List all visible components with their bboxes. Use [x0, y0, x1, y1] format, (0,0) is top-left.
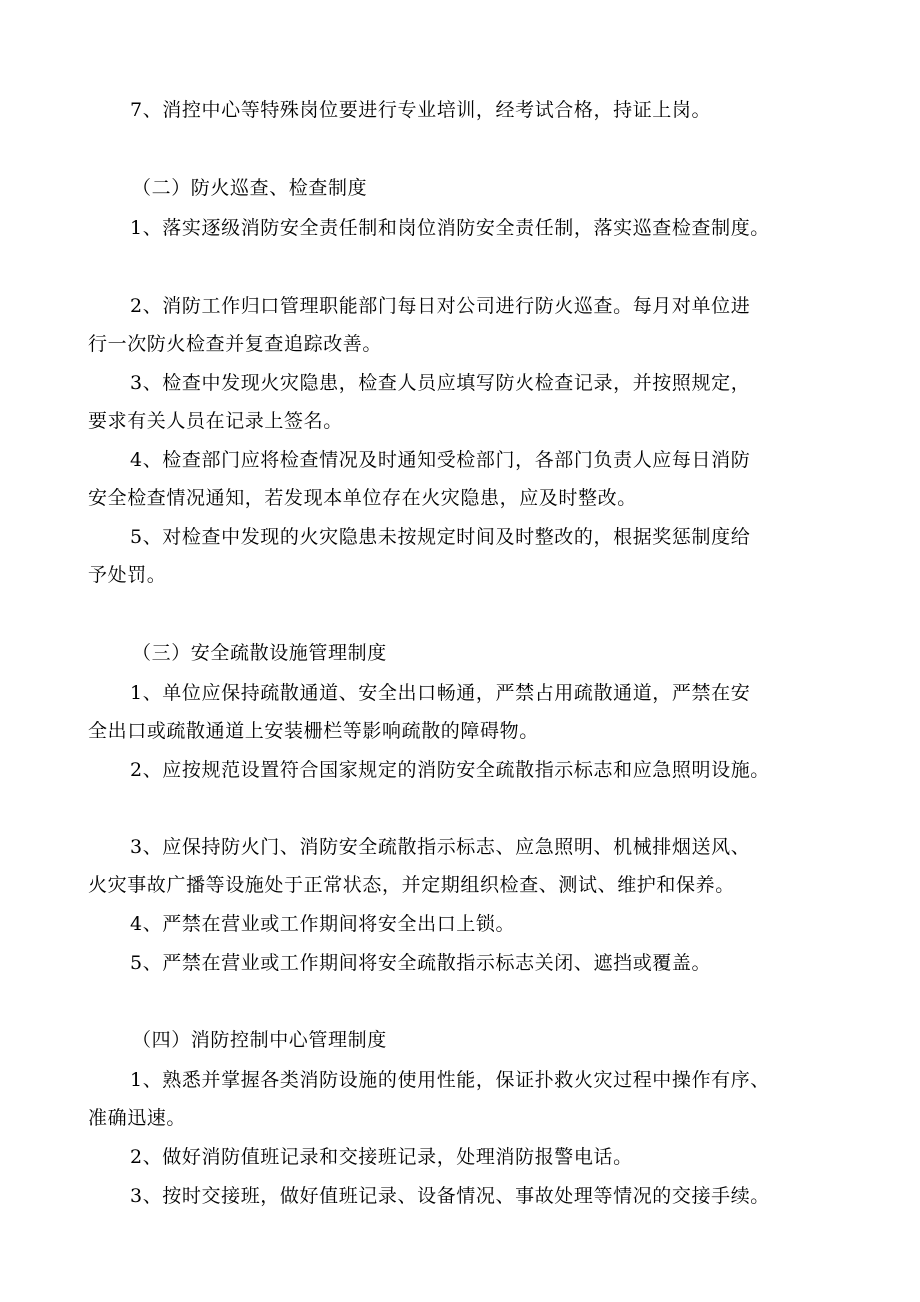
paragraph-line: 全出口或疏散通道上安装栅栏等影响疏散的障碍物。	[88, 720, 539, 742]
paragraph-line: 2、消防工作归口管理职能部门每日对公司进行防火巡查。每月对单位进	[130, 295, 751, 317]
paragraph-line: 3、检查中发现火灾隐患，检查人员应填写防火检查记录，并按照规定，	[130, 372, 751, 394]
paragraph-line: 要求有关人员在记录上签名。	[88, 410, 343, 432]
paragraph-line: 7、消控中心等特殊岗位要进行专业培训，经考试合格，持证上岗。	[130, 99, 712, 121]
section-heading-2: （二）防火巡查、检查制度	[132, 177, 368, 199]
paragraph-line: 4、检查部门应将检查情况及时通知受检部门，各部门负责人应每日消防	[130, 449, 751, 471]
paragraph-line: 2、应按规范设置符合国家规定的消防安全疏散指示标志和应急照明设施。	[130, 759, 770, 781]
section-heading-3: （三）安全疏散设施管理制度	[132, 642, 387, 664]
paragraph-line: 予处罚。	[88, 564, 167, 586]
paragraph-line: 1、熟悉并掌握各类消防设施的使用性能，保证扑救火灾过程中操作有序、	[130, 1069, 770, 1091]
paragraph-line: 准确迅速。	[88, 1107, 187, 1129]
section-heading-4: （四）消防控制中心管理制度	[132, 1029, 387, 1051]
paragraph-line: 5、对检查中发现的火灾隐患未按规定时间及时整改的，根据奖惩制度给	[130, 526, 751, 548]
paragraph-line: 火灾事故广播等设施处于正常状态，并定期组织检查、测试、维护和保养。	[88, 874, 735, 896]
paragraph-line: 3、应保持防火门、消防安全疏散指示标志、应急照明、机械排烟送风、	[130, 836, 751, 858]
paragraph-line: 4、严禁在营业或工作期间将安全出口上锁。	[130, 913, 516, 935]
paragraph-line: 安全检查情况通知，若发现本单位存在火灾隐患，应及时整改。	[88, 487, 637, 509]
paragraph-line: 行一次防火检查并复查追踪改善。	[88, 333, 383, 355]
paragraph-line: 3、按时交接班，做好值班记录、设备情况、事故处理等情况的交接手续。	[130, 1185, 770, 1207]
paragraph-line: 5、严禁在营业或工作期间将安全疏散指示标志关闭、遮挡或覆盖。	[130, 952, 712, 974]
paragraph-line: 1、单位应保持疏散通道、安全出口畅通，严禁占用疏散通道，严禁在安	[130, 682, 751, 704]
paragraph-line: 2、做好消防值班记录和交接班记录，处理消防报警电话。	[130, 1146, 633, 1168]
paragraph-line: 1、落实逐级消防安全责任制和岗位消防安全责任制，落实巡查检查制度。	[130, 217, 770, 239]
